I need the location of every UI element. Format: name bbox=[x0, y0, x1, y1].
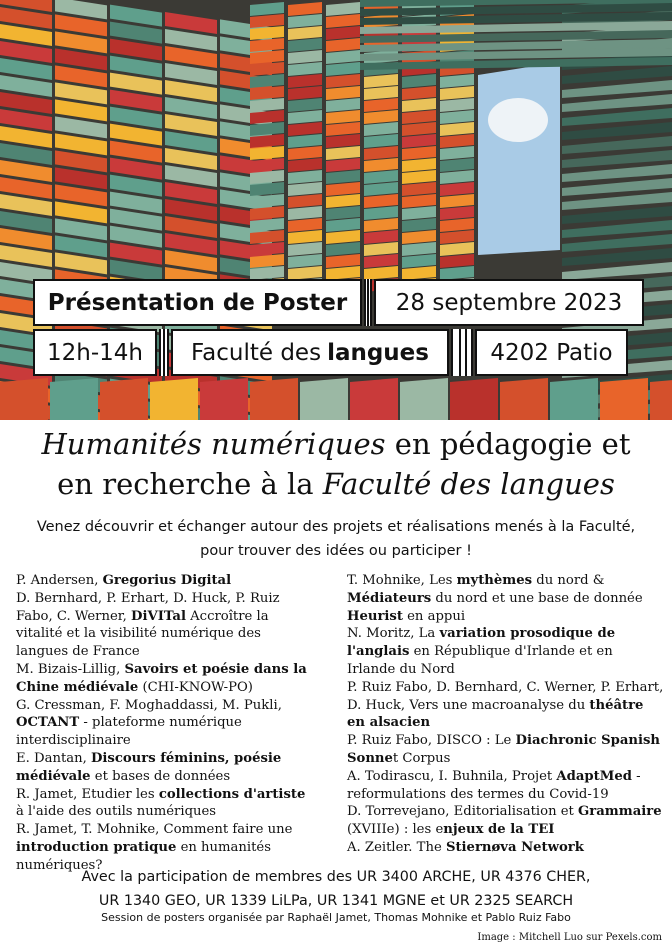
project-text: R. Jamet, Etudier les bbox=[16, 786, 159, 802]
headline-text-1: en pédagogie et bbox=[385, 427, 631, 461]
project-keyword: Savoirs et poésie dans la Chine médiévale bbox=[16, 661, 307, 695]
facade-panel bbox=[150, 378, 198, 420]
event-time-box bbox=[33, 329, 157, 376]
project-text: à l'aide des outils numériques bbox=[16, 804, 217, 820]
project-keyword: Grammaire bbox=[578, 804, 662, 820]
box-divider bbox=[159, 329, 169, 376]
project-entry bbox=[347, 679, 665, 732]
project-entry bbox=[347, 572, 665, 625]
facade-panel bbox=[450, 378, 498, 420]
event-place-box bbox=[171, 329, 449, 376]
project-text: M. Bizais-Lillig, bbox=[16, 661, 125, 677]
project-keyword: AdaptMed bbox=[556, 768, 632, 784]
project-entry bbox=[16, 661, 316, 697]
project-text: E. Dantan, bbox=[16, 750, 91, 766]
project-text: t Corpus bbox=[392, 750, 451, 766]
project-entry bbox=[347, 732, 665, 768]
poster-headline bbox=[0, 424, 672, 504]
project-text: et bases de données bbox=[90, 768, 231, 784]
project-text: P. Andersen, bbox=[16, 573, 103, 588]
cloud bbox=[488, 98, 548, 142]
facade-panel bbox=[650, 378, 672, 420]
project-text: du nord et une base de donnée bbox=[431, 590, 643, 606]
project-entry bbox=[347, 803, 665, 839]
project-keyword: mythèmes bbox=[456, 573, 533, 588]
project-text: - plateforme numérique interdisciplinaire bbox=[16, 715, 242, 749]
project-text: - reformulations des termes du Covid-19 bbox=[347, 768, 641, 802]
project-text: (CHI-KNOW-PO) bbox=[138, 679, 253, 695]
event-place-prefix: Faculté des bbox=[191, 339, 322, 366]
project-keyword: DiVITal bbox=[131, 608, 186, 624]
headline-italic-2: Faculté des langues bbox=[322, 467, 615, 501]
project-text: G. Cressman, F. Moghaddassi, M. Pukli, bbox=[16, 697, 282, 713]
event-date: 28 septembre 2023 bbox=[395, 289, 623, 316]
project-text: D. Bernhard, P. Erhart, D. Huck, P. Ruiz Fabo, C. Werner, bbox=[16, 590, 280, 624]
participation-footer bbox=[0, 865, 672, 913]
project-text: (XVIIIe) : les e bbox=[347, 822, 444, 838]
project-text: P. Ruiz Fabo, DISCO : Le bbox=[347, 733, 516, 749]
event-room: 4202 Patio bbox=[490, 339, 613, 366]
project-text: T. Mohnike, Les bbox=[347, 573, 457, 588]
project-text: du nord & bbox=[532, 573, 605, 588]
project-text: A. Zeitler. The bbox=[347, 839, 446, 855]
event-place-bold: langues bbox=[327, 339, 429, 366]
headline-italic-1: Humanités numériques bbox=[41, 427, 386, 461]
box-divider bbox=[451, 329, 473, 376]
event-title-box bbox=[33, 279, 362, 326]
project-text: P. Ruiz Fabo, D. Bernhard, C. Werner, P. Erhart, D. Huck, Vers une macroanalyse du bbox=[347, 679, 664, 713]
intro-text: Venez découvrir et échanger autour des projets et réalisations menés à la Faculté, pour trouver des idées ou participer ! bbox=[36, 519, 636, 559]
image-credit: Image : Mitchell Luo sur Pexels.com bbox=[477, 932, 662, 943]
facade-panel bbox=[100, 378, 148, 420]
project-keyword: OCTANT bbox=[16, 715, 80, 731]
facade-panel bbox=[500, 378, 548, 420]
project-keyword: Heurist bbox=[347, 608, 403, 624]
project-entry bbox=[347, 839, 665, 857]
project-text: en humanités numériques? bbox=[16, 839, 271, 873]
event-title: Présentation de Poster bbox=[47, 289, 348, 316]
project-keyword: Stiernøva Network bbox=[445, 839, 584, 855]
projects-left-column bbox=[16, 572, 316, 875]
project-entry bbox=[16, 697, 316, 750]
project-keyword: Diachronic Spanish Sonne bbox=[347, 733, 661, 766]
project-entry bbox=[16, 786, 316, 822]
project-keyword: Gregorius Digital bbox=[102, 573, 232, 588]
event-date-box bbox=[374, 279, 644, 326]
project-entry bbox=[347, 625, 665, 678]
footer-line-1: Avec la participation de membres des UR 3400 ARCHE, UR 4376 CHER, bbox=[81, 869, 591, 885]
project-keyword: Discours féminins, poésie médiévale bbox=[16, 750, 282, 784]
facade-panel bbox=[300, 378, 348, 420]
project-text: A. Todirascu, I. Buhnila, Projet bbox=[347, 768, 557, 784]
event-time: 12h-14h bbox=[47, 339, 143, 366]
project-entry bbox=[16, 750, 316, 786]
project-keyword: théâtre en alsacien bbox=[347, 697, 644, 731]
box-divider bbox=[364, 279, 372, 326]
headline-text-2: en recherche à la bbox=[57, 467, 323, 501]
project-text: en République d'Irlande et en Irlande du Nord bbox=[347, 644, 613, 677]
headline-line-1 bbox=[0, 424, 672, 464]
project-entry bbox=[16, 590, 316, 661]
project-keyword: njeux de la TEI bbox=[443, 822, 555, 838]
project-entry bbox=[16, 572, 316, 590]
project-keyword: Médiateurs bbox=[347, 590, 432, 606]
facade-panel bbox=[250, 378, 298, 420]
organizers-note: Session de posters organisée par Raphaël Jamet, Thomas Mohnike et Pablo Ruiz Fabo bbox=[101, 911, 571, 924]
headline-line-2 bbox=[0, 464, 672, 504]
sky-opening bbox=[478, 62, 560, 255]
facade-panel bbox=[550, 378, 598, 420]
projects-right-column bbox=[347, 572, 665, 857]
project-text: N. Moritz, La bbox=[347, 626, 440, 642]
project-text: en appui bbox=[402, 608, 466, 624]
facade-panel bbox=[200, 378, 248, 420]
facade-panel bbox=[350, 378, 398, 420]
project-keyword: variation prosodique de l'anglais bbox=[347, 626, 616, 660]
project-entry bbox=[347, 768, 665, 804]
footer-line-2: UR 1340 GEO, UR 1339 LiLPa, UR 1341 MGNE et UR 2325 SEARCH bbox=[98, 893, 574, 909]
facade-panel bbox=[50, 378, 98, 420]
event-room-box bbox=[475, 329, 628, 376]
project-text: R. Jamet, T. Mohnike, Comment faire une bbox=[16, 822, 293, 838]
facade-panel bbox=[0, 378, 48, 420]
project-text: Accroître la vitalité et la visibilité numérique des langues de France bbox=[16, 608, 269, 660]
project-keyword: collections d'artiste bbox=[158, 786, 306, 802]
facade-panel bbox=[400, 378, 448, 420]
project-keyword: introduction pratique bbox=[16, 839, 177, 855]
project-text: D. Torrevejano, Editorialisation et bbox=[347, 804, 579, 820]
facade-panel bbox=[600, 378, 648, 420]
